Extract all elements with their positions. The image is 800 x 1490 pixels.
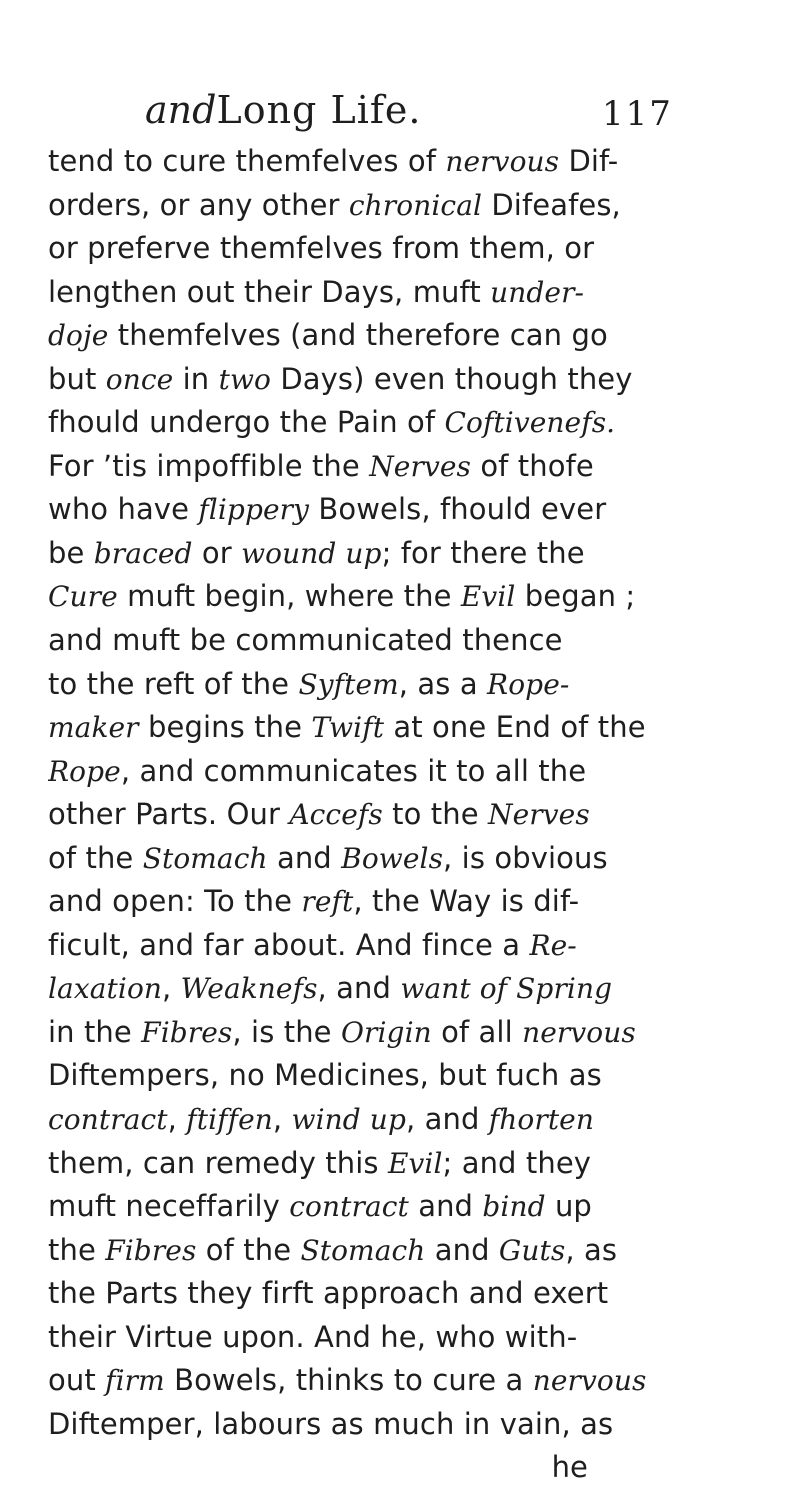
italic-word: wound up: [241, 536, 382, 570]
text-run: but: [48, 361, 106, 396]
text-run: , and communicates it to all the: [120, 753, 587, 788]
italic-word: ftiffen: [186, 1103, 273, 1137]
text-run: the Parts they firft approach and exert: [48, 1276, 609, 1311]
text-line: [48, 1011, 738, 1055]
running-head-italic: and: [145, 88, 217, 132]
text-line: [48, 1229, 738, 1273]
text-line: [48, 227, 738, 271]
text-line: [48, 706, 738, 750]
text-run: Bowels, fhould ever: [309, 492, 607, 527]
italic-word: braced: [93, 536, 193, 570]
text-run: the: [48, 1232, 106, 1267]
italic-word: Evil: [460, 580, 516, 614]
italic-word: wind up: [291, 1103, 406, 1137]
italic-word: Syftem: [298, 667, 399, 701]
text-run: ,: [272, 1102, 292, 1137]
text-line: [48, 793, 738, 837]
text-run: and open: To the: [48, 884, 302, 919]
text-run: ; for there the: [381, 535, 585, 570]
body-text: [48, 140, 738, 1490]
text-run: themfelves (and therefore can go: [108, 318, 608, 353]
italic-word: Fibres: [105, 1233, 197, 1267]
text-run: , is the: [232, 1014, 341, 1049]
text-run: up: [545, 1189, 592, 1224]
text-run: muft begin, where the: [117, 579, 461, 614]
text-line: [48, 880, 738, 924]
text-line: [48, 140, 738, 184]
text-run: Days) even though they: [271, 361, 633, 396]
italic-word: Weaknefs: [180, 972, 318, 1006]
italic-word: maker: [48, 711, 139, 745]
italic-word: Stomach: [300, 1233, 426, 1267]
italic-word: contract: [48, 1103, 168, 1137]
italic-word: bind: [482, 1190, 546, 1224]
text-line: [48, 1403, 738, 1447]
text-run: Difeafes,: [482, 187, 621, 222]
text-run: lengthen out their Days, muft: [48, 274, 491, 309]
text-line: [48, 358, 738, 402]
text-line: [48, 663, 738, 707]
text-run: be: [48, 535, 94, 570]
text-line: [48, 1359, 738, 1403]
italic-word: Re-: [529, 928, 577, 962]
text-line: [48, 837, 738, 881]
text-run: in the: [48, 1014, 142, 1049]
italic-word: nervous: [522, 1015, 636, 1049]
text-line: [48, 445, 738, 489]
italic-word: flippery: [198, 493, 310, 527]
italic-word: Guts: [498, 1233, 566, 1267]
text-run: fhould undergo the Pain of: [48, 405, 445, 440]
text-run: or preferve themfelves from them, or: [48, 231, 595, 266]
italic-word: fhorten: [488, 1103, 594, 1137]
text-run: in: [173, 361, 219, 396]
text-run: and muft be communicated thence: [48, 623, 563, 658]
italic-word: contract: [289, 1190, 409, 1224]
italic-word: Cure: [48, 580, 118, 614]
italic-word: Bowels: [341, 841, 444, 875]
italic-word: Rope: [48, 754, 121, 788]
text-run: at one End of the: [384, 710, 646, 745]
italic-word: nervous: [445, 145, 560, 178]
text-line: [48, 750, 738, 794]
text-line: [48, 184, 738, 228]
text-run: who have: [48, 492, 199, 527]
text-line: [48, 1316, 738, 1360]
italic-word: two: [218, 362, 271, 396]
italic-word: under-: [490, 275, 585, 309]
text-run: them, can remedy this: [48, 1145, 388, 1180]
text-run: orders, or any other: [48, 187, 349, 222]
italic-word: want of Spring: [400, 972, 613, 1006]
text-line: [48, 619, 738, 663]
italic-word: Origin: [340, 1015, 432, 1049]
text-run: to the: [382, 797, 488, 832]
italic-word: Coftivenefs.: [444, 406, 616, 440]
catchword: he: [551, 1450, 588, 1485]
italic-word: Nerves: [488, 798, 590, 832]
text-run: ; and they: [442, 1145, 592, 1180]
text-run: begins the: [138, 710, 312, 745]
text-run: Dif-: [559, 144, 619, 178]
italic-word: chronical: [348, 188, 483, 222]
text-run: Diftemper, labours as much in vain, as: [48, 1406, 614, 1441]
text-run: Bowels, thinks to cure a: [164, 1363, 533, 1398]
running-head-title: Long Life.: [216, 88, 422, 132]
text-run: of all: [431, 1014, 523, 1049]
text-line: [48, 1185, 738, 1229]
text-line: [48, 401, 738, 445]
text-run: For ’tis impoffible the: [48, 448, 370, 483]
running-head: [145, 88, 665, 132]
italic-word: Rope-: [487, 667, 570, 701]
text-line: [48, 271, 738, 315]
italic-word: firm: [105, 1364, 165, 1398]
text-run: of the: [48, 840, 143, 875]
text-line: [48, 575, 738, 619]
text-line: [48, 967, 738, 1011]
text-run: , as: [565, 1232, 618, 1267]
text-run: , and: [317, 971, 401, 1006]
italic-word: once: [105, 362, 174, 396]
text-line: [48, 532, 738, 576]
text-line: [48, 1272, 738, 1316]
text-run: ,: [167, 1102, 187, 1137]
text-line: [48, 314, 738, 358]
text-run: began ;: [515, 579, 636, 614]
text-run: , as a: [398, 666, 488, 701]
page-number: 117: [602, 94, 673, 134]
text-line: [48, 488, 738, 532]
text-run: , and: [405, 1102, 489, 1137]
italic-word: Twift: [311, 711, 385, 745]
text-run: ,: [162, 971, 181, 1006]
text-run: of the: [196, 1232, 301, 1267]
italic-word: Accefs: [289, 798, 383, 832]
text-run: of thofe: [471, 448, 594, 483]
text-run: ficult, and far about. And fince a: [48, 927, 530, 962]
italic-word: reft: [301, 885, 354, 919]
italic-word: Evil: [387, 1146, 443, 1180]
text-run: and: [425, 1232, 499, 1267]
text-run: their Virtue upon. And he, who with-: [48, 1319, 578, 1354]
text-run: and: [267, 840, 342, 875]
text-run: Diftempers, no Medicines, but fuch as: [48, 1058, 602, 1093]
text-run: other Parts. Our: [48, 797, 290, 832]
text-run: tend to cure themfelves of: [48, 144, 446, 178]
italic-word: nervous: [532, 1364, 647, 1398]
text-run: out: [48, 1363, 106, 1398]
text-run: muft neceffarily: [48, 1189, 290, 1224]
text-run: and: [408, 1189, 483, 1224]
text-run: to the reft of the: [48, 666, 299, 701]
text-line: [48, 924, 738, 968]
text-run: or: [192, 535, 242, 570]
text-line: [48, 1098, 738, 1142]
italic-word: Stomach: [142, 841, 268, 875]
text-line: [48, 1054, 738, 1098]
text-line: [48, 1142, 738, 1186]
italic-word: laxation: [48, 972, 163, 1006]
italic-word: Fibres: [141, 1015, 233, 1049]
italic-word: doje: [48, 319, 109, 353]
italic-word: Nerves: [369, 449, 472, 483]
text-run: , the Way is dif-: [353, 884, 580, 919]
text-run: , is obvious: [443, 840, 608, 875]
